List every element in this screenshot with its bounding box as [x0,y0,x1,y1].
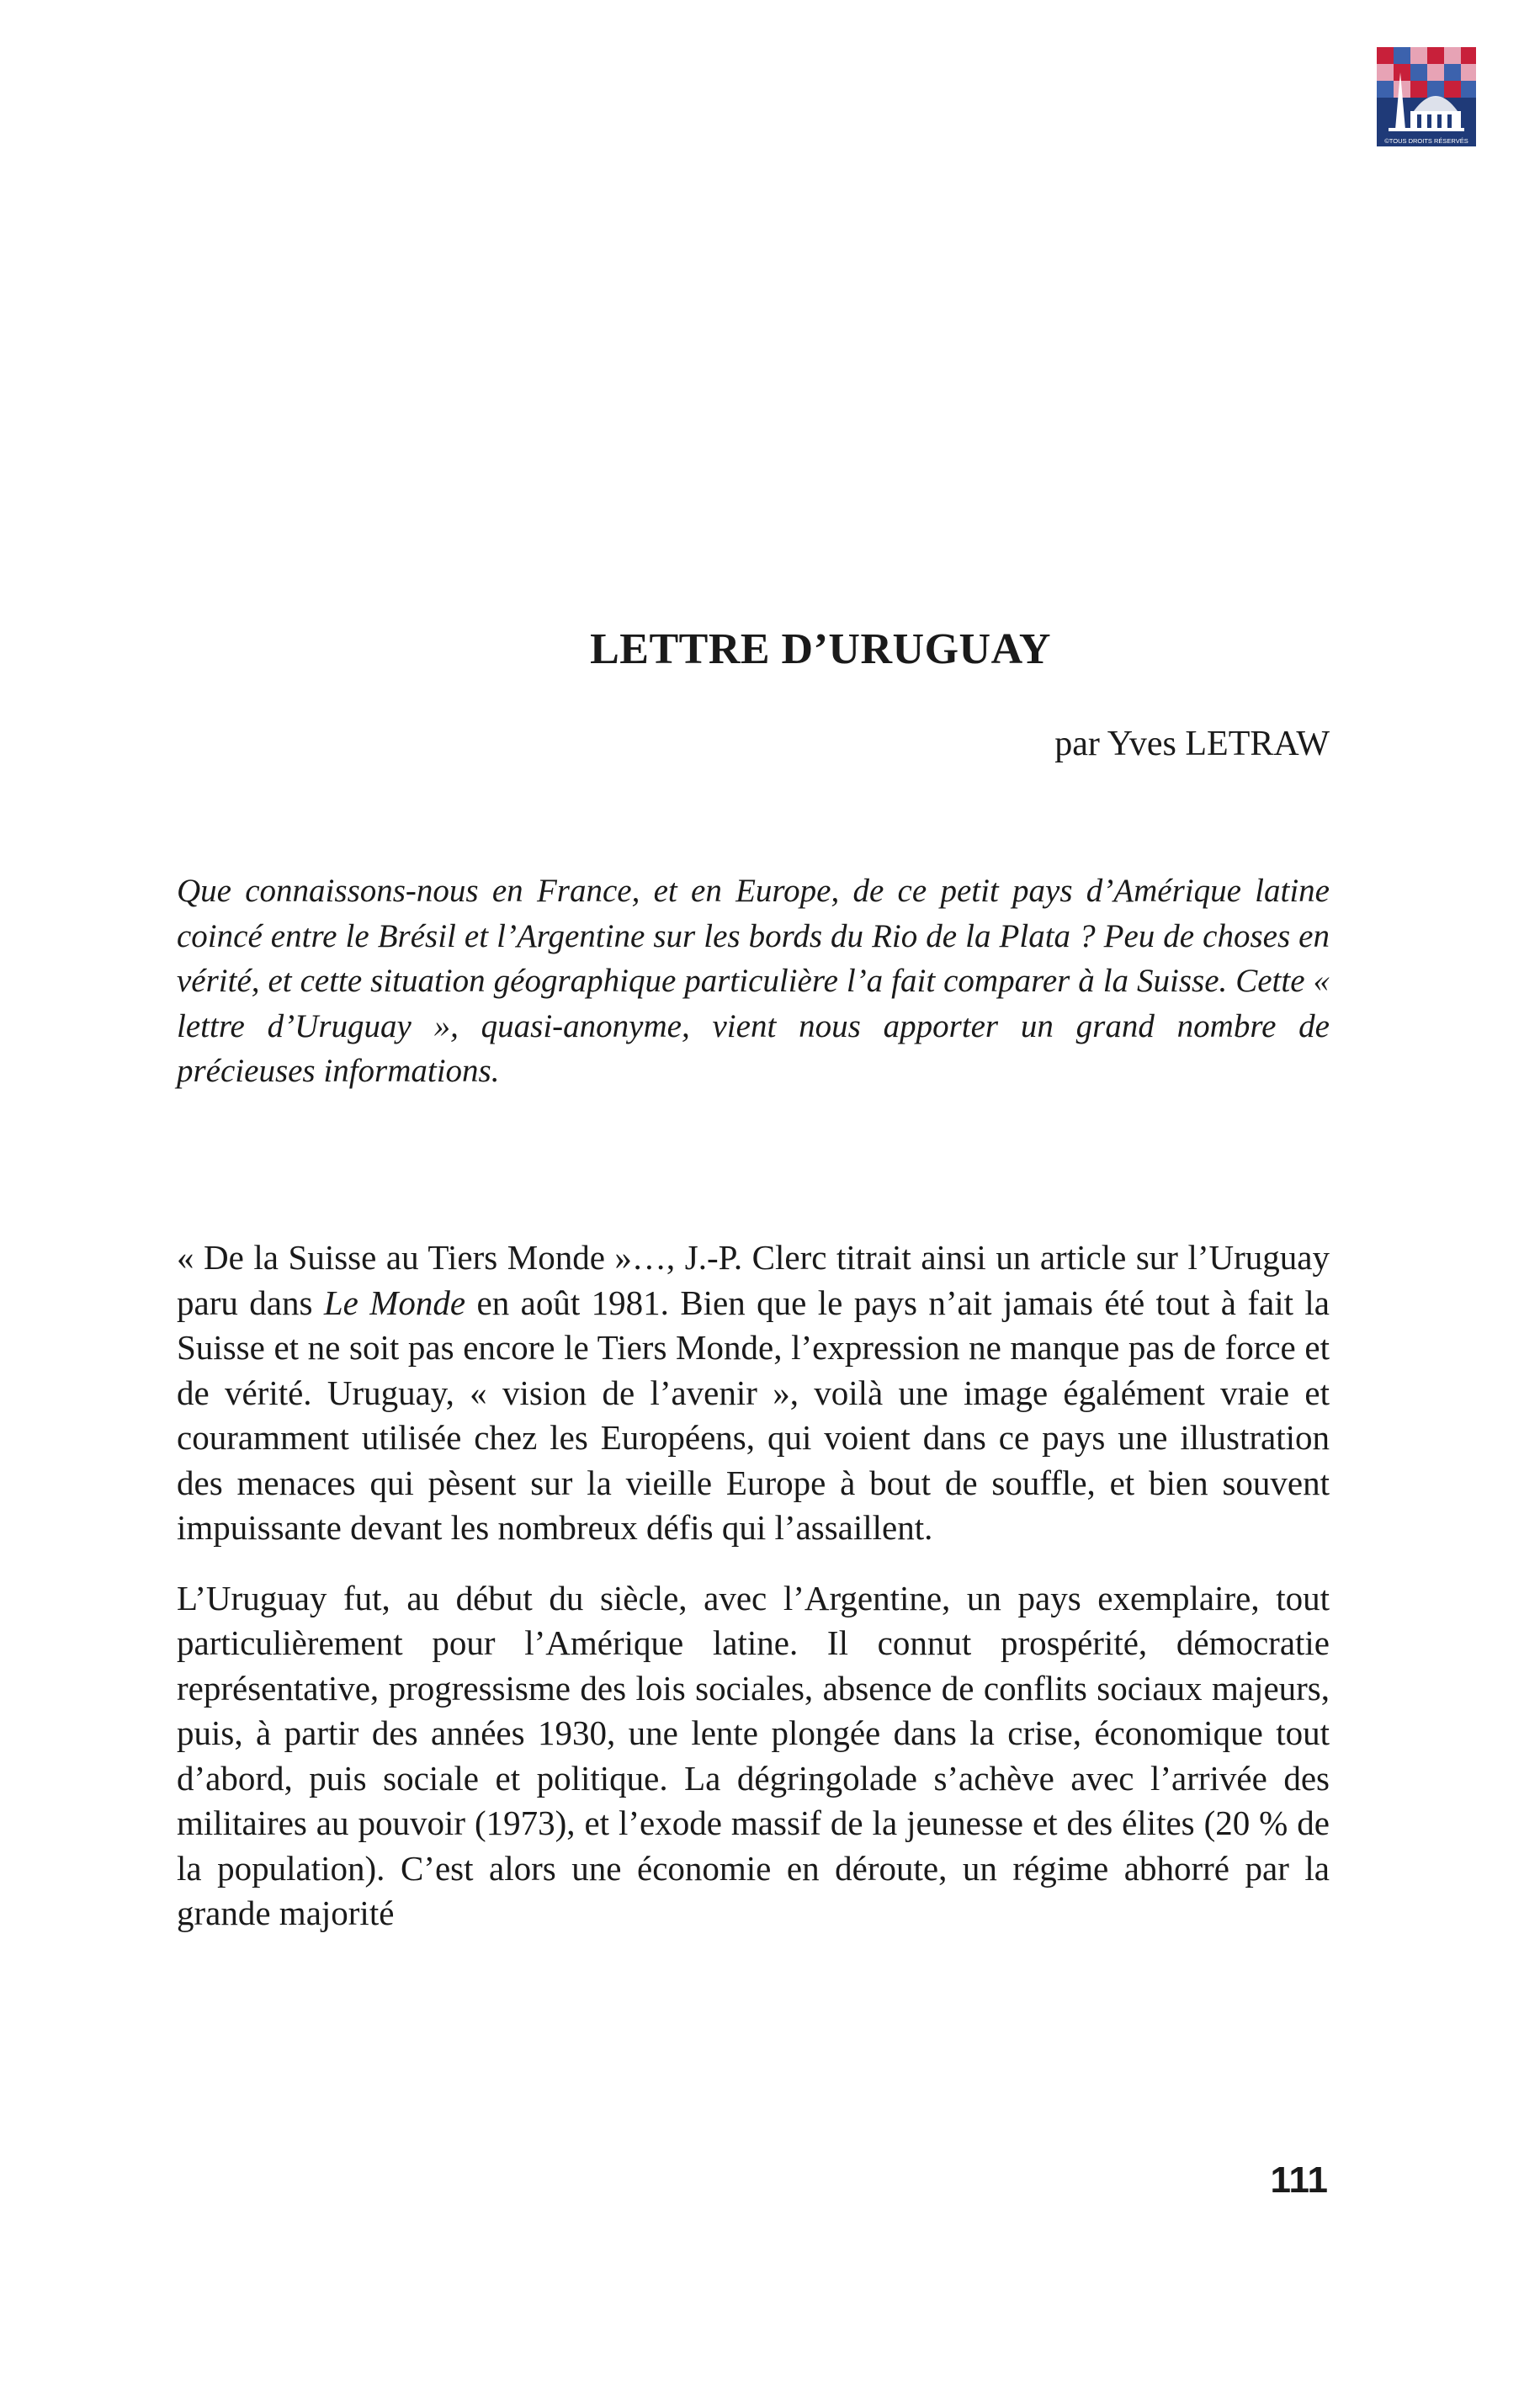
article-byline: par Yves LETRAW [1054,725,1330,763]
article-abstract: Que connaissons-nous en France, et en Europe, de ce petit pays d’Amérique latine coincé entre le Brésil et l’Argentine sur les bords du Rio de la Plata ? Peu de choses en vérité, et cette situation géographique particulière l’a fait comparer à la Suisse. Cette « lettre d’Uruguay », quasi-anonyme, vient nous apporter un grand nombre de précieuses informations. [177,873,1330,1089]
logo-caption: ©TOUS DROITS RÉSERVÉS [1384,137,1468,145]
body-paragraph-2: L’Uruguay fut, au début du siècle, avec l’Argentine, un pays exemplaire, tout particulièrement pour l’Amérique latine. Il connut prospérité, démocratie représentative, progressisme des lois sociales, absence de conflits sociaux majeurs, puis, à partir des années 1930, une lente plongée dans la crise, économique tout d’abord, puis sociale et politique. La dégringolade s’achève avec l’arrivée des militaires au pouvoir (1973), et l’exode massif de la jeunesse et des élites (20 % de la population). C’est alors une économie en déroute, un régime abhorré par la grande majorité [177,1578,1330,1932]
article-title: LETTRE D’URUGUAY [590,625,1051,673]
body-paragraph-1 [177,1235,1330,1551]
newspaper-name: Le Monde [323,1283,466,1322]
page-number: 111 [1270,2159,1328,2201]
paragraph-1-part-b: en août 1981. Bien que le pays n’ait jamais été tout à fait la Suisse et ne soit pas encore le Tiers Monde, l’expression ne manque pas de force et de vérité. Uruguay, « vision de l’avenir », voilà une image égalément vraie et couramment utilisée chez les Européens, qui voient dans ce pays une illustration des menaces qui pèsent sur la vieille Europe à bout de souffle, et bien souvent impuissante devant les nombreux défis qui l’assaillent. [177,1283,1330,1547]
publisher-logo-icon [1377,47,1476,146]
paragraph-1-part-a: « De la Suisse au Tiers Monde »…, J.-P. Clerc titrait ainsi un article sur l’Uruguay paru dans [177,1238,1330,1322]
article-body [177,1235,1330,1962]
